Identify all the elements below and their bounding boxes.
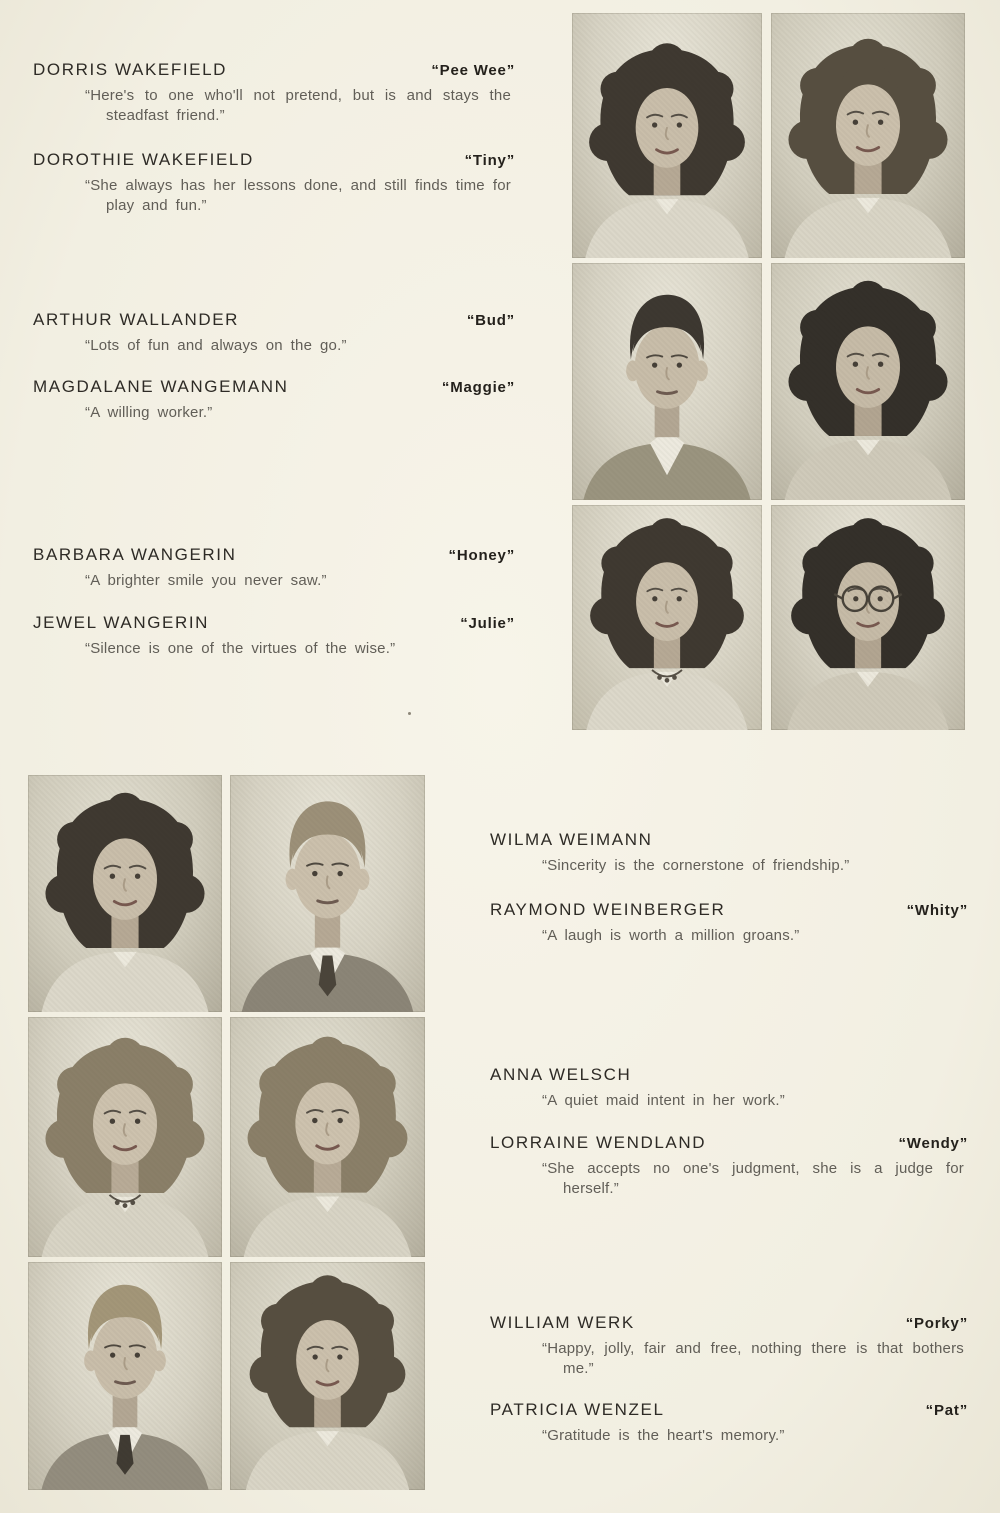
portrait-illustration [771, 263, 965, 500]
student-name: WILMA WEIMANN [490, 830, 653, 849]
student-quote: “Silence is one of the virtues of the wise.” [85, 640, 396, 657]
student-name: LORRAINE WENDLAND [490, 1133, 707, 1152]
portrait-photo [28, 1262, 222, 1490]
student-nickname: “Honey” [448, 547, 515, 564]
portrait-photo [28, 775, 222, 1012]
student-name: BARBARA WANGERIN [33, 545, 237, 564]
student-quote: “A willing worker.” [85, 404, 213, 421]
entry-header [33, 613, 515, 633]
student-name: MAGDALANE WANGEMANN [33, 377, 289, 396]
student-entry [490, 1133, 968, 1200]
student-entry [33, 150, 515, 217]
student-entry [490, 1065, 968, 1111]
student-name: JEWEL WANGERIN [33, 613, 210, 632]
student-name: ANNA WELSCH [490, 1065, 632, 1084]
student-nickname: “Pat” [925, 1402, 968, 1419]
portrait-photo [572, 263, 762, 500]
entry-header [33, 545, 515, 565]
photo-grid-top-right [572, 13, 965, 730]
student-entry [490, 830, 968, 876]
portrait-photo [230, 775, 425, 1012]
entry-header [33, 310, 515, 330]
student-quote: “A brighter smile you never saw.” [85, 572, 327, 589]
portrait-photo [771, 13, 965, 258]
portrait-photo [28, 1017, 222, 1257]
entry-header [490, 830, 968, 850]
student-nickname: “Julie” [460, 615, 515, 632]
portrait-illustration [230, 1017, 425, 1257]
portrait-photo [572, 13, 762, 258]
student-quote: “Lots of fun and always on the go.” [85, 337, 347, 354]
student-entry [33, 545, 515, 591]
student-quote: “Gratitude is the heart's memory.” [542, 1427, 785, 1444]
scan-speck [408, 712, 411, 715]
entry-header [490, 1313, 968, 1333]
student-name: RAYMOND WEINBERGER [490, 900, 726, 919]
student-name: DORRIS WAKEFIELD [33, 60, 228, 79]
photo-grid-bottom-left [28, 775, 425, 1490]
portrait-photo [771, 263, 965, 500]
portrait-illustration [572, 505, 762, 730]
entry-header [33, 150, 515, 170]
portrait-illustration [28, 775, 222, 1012]
student-entry [490, 900, 968, 946]
student-nickname: “Maggie” [441, 379, 515, 396]
portrait-photo [230, 1262, 425, 1490]
student-entry [33, 60, 515, 127]
student-quote: “Here's to one who'll not pretend, but is and stays the steadfast friend.” [85, 87, 511, 125]
entry-header [490, 900, 968, 920]
portrait-illustration [230, 775, 425, 1012]
student-entry [33, 310, 515, 356]
student-nickname: “Bud” [466, 312, 515, 329]
student-entry [490, 1400, 968, 1446]
entry-header [33, 60, 515, 80]
entries-left-column [33, 60, 515, 720]
portrait-illustration [771, 13, 965, 258]
student-quote: “Sincerity is the cornerstone of friendship.” [542, 857, 850, 874]
student-nickname: “Porky” [905, 1315, 968, 1332]
portrait-illustration [230, 1262, 425, 1490]
portrait-illustration [572, 13, 762, 258]
student-entry [490, 1313, 968, 1380]
portrait-illustration [28, 1017, 222, 1257]
student-name: DOROTHIE WAKEFIELD [33, 150, 254, 169]
entries-right-column [490, 830, 968, 1450]
portrait-photo [771, 505, 965, 730]
entry-header [490, 1133, 968, 1153]
portrait-illustration [771, 505, 965, 730]
student-nickname: “Wendy” [898, 1135, 968, 1152]
student-nickname: “Whity” [906, 902, 968, 919]
entry-header [490, 1400, 968, 1420]
student-name: PATRICIA WENZEL [490, 1400, 665, 1419]
student-nickname: “Pee Wee” [431, 62, 515, 79]
student-quote: “She accepts no one's judgment, she is a judge for herself.” [542, 1160, 964, 1198]
entry-header [33, 377, 515, 397]
student-entry [33, 377, 515, 423]
portrait-photo [230, 1017, 425, 1257]
entry-header [490, 1065, 968, 1085]
student-entry [33, 613, 515, 659]
student-nickname: “Tiny” [464, 152, 515, 169]
portrait-photo [572, 505, 762, 730]
student-quote: “She always has her lessons done, and still finds time for play and fun.” [85, 177, 511, 215]
portrait-illustration [572, 263, 762, 500]
portrait-illustration [28, 1262, 222, 1490]
student-name: ARTHUR WALLANDER [33, 310, 240, 329]
student-name: WILLIAM WERK [490, 1313, 635, 1332]
student-quote: “Happy, jolly, fair and free, nothing there is that bothers me.” [542, 1340, 964, 1378]
student-quote: “A laugh is worth a million groans.” [542, 927, 800, 944]
student-quote: “A quiet maid intent in her work.” [542, 1092, 785, 1109]
